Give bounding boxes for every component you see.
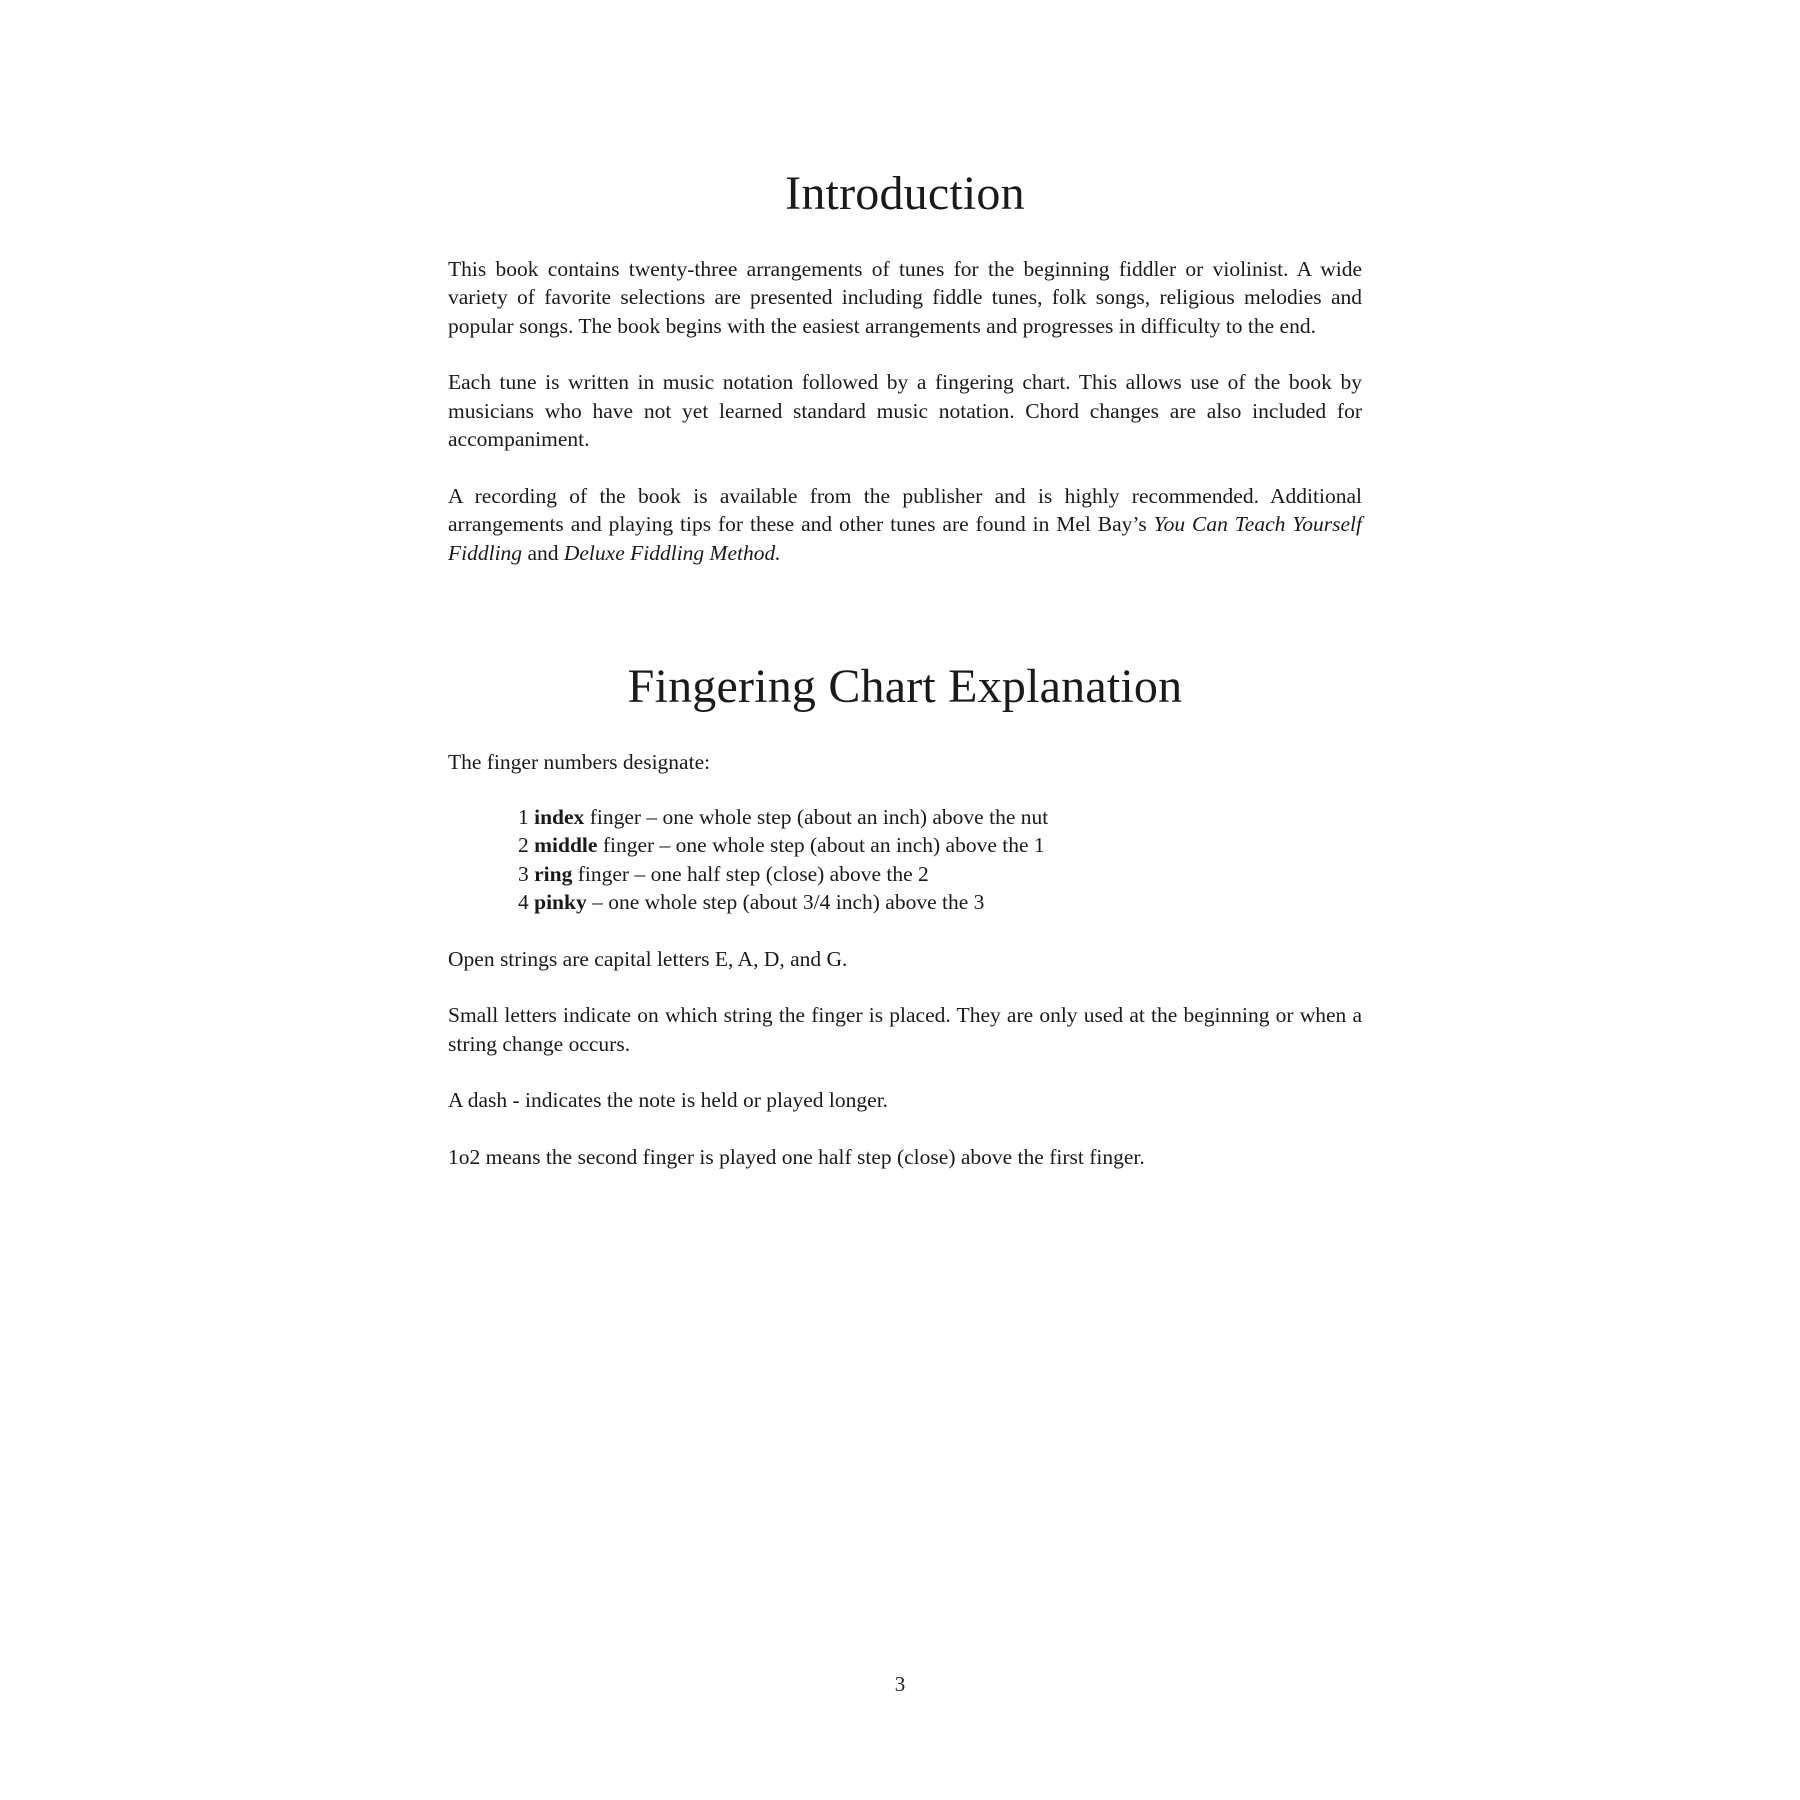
open-strings-paragraph: Open strings are capital letters E, A, D, and G. <box>448 946 848 971</box>
list-item <box>518 803 1362 832</box>
list-item <box>518 888 1362 917</box>
intro-paragraph-3 <box>448 482 1362 568</box>
dash-paragraph: A dash - indicates the note is held or played longer. <box>448 1088 889 1113</box>
finger-name: pinky <box>534 890 587 915</box>
finger-description: finger – one whole step (about an inch) above the 1 <box>597 833 1045 858</box>
book-title-deluxe: Deluxe Fiddling Method. <box>563 540 781 565</box>
page-content <box>448 168 1362 1171</box>
finger-number: 4 <box>518 890 535 915</box>
finger-number: 1 <box>518 804 535 829</box>
page-number: 3 <box>894 1672 906 1696</box>
introduction-heading: Introduction <box>785 167 1025 220</box>
finger-description: – one whole step (about 3/4 inch) above the 3 <box>586 890 985 915</box>
finger-numbers-lead: The finger numbers designate: <box>448 750 711 775</box>
half-step-paragraph: 1o2 means the second finger is played one half step (close) above the first finger. <box>448 1144 1145 1169</box>
intro-p3-and: and <box>522 540 564 565</box>
finger-name: middle <box>534 833 598 858</box>
small-letters-paragraph: Small letters indicate on which string the finger is placed. They are only used at the beginning or when a string change occurs. <box>448 1003 1362 1056</box>
book-title-you-can-teach: You Can Teach Yourself Fiddling <box>448 512 1362 565</box>
intro-paragraph-2: Each tune is written in music notation followed by a fingering chart. This allows use of the book by musicians who have not yet learned standard music notation. Chord changes are also included for accompaniment. <box>448 370 1362 452</box>
list-item <box>518 831 1362 860</box>
finger-description: finger – one half step (close) above the 2 <box>572 861 929 886</box>
finger-name: index <box>534 804 585 829</box>
finger-number: 2 <box>518 833 535 858</box>
finger-number: 3 <box>518 861 535 886</box>
finger-name: ring <box>534 861 573 886</box>
intro-paragraph-1: This book contains twenty-three arrangements of tunes for the beginning fiddler or violinist. A wide variety of favorite selections are presented including fiddle tunes, folk songs, religious melodies and popular songs. The book begins with the easiest arrangements and progresses in difficulty to the end. <box>448 256 1362 338</box>
intro-p3-text: A recording of the book is available from the publisher and is highly recommended. Additional arrangements and playing tips for these and other tunes are found in Mel Bay’s <box>448 483 1362 537</box>
fingering-chart-heading: Fingering Chart Explanation <box>627 660 1183 714</box>
list-item <box>518 860 1362 889</box>
finger-number-list <box>518 803 1362 917</box>
finger-description: finger – one whole step (about an inch) above the nut <box>584 804 1049 829</box>
